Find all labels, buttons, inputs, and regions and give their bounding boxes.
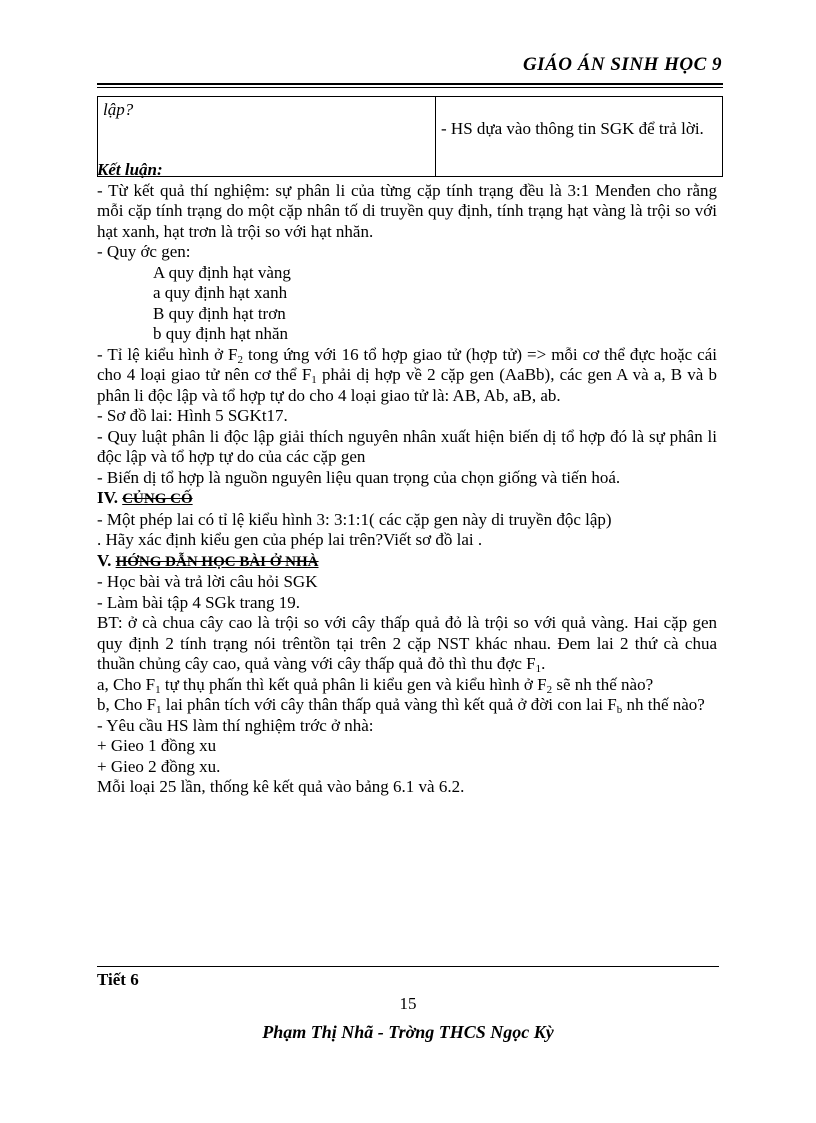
review-p1: - Một phép lai có tỉ lệ kiểu hình 3: 3:1:1( các cặp gen này di truyền độc lập): [97, 509, 612, 529]
homework-p9: Mỗi loại 25 lần, thống kê kết quả vào bảng 6.1 và 6.2.: [97, 777, 465, 796]
conclusion-p2: - Quy ớc gen:: [97, 242, 191, 261]
homework-p4: a, Cho $F_1$ tự thụ phấn thì kết quả phân li kiểu gen và kiểu hình ở $F_2$ sẽ nh thế nào?: [97, 674, 654, 696]
footer-rule: [97, 966, 719, 967]
author-footer: Phạm Thị Nhã - Trờng THCS Ngọc Kỳ: [262, 1022, 554, 1042]
homework-heading: V. HỚNG DẪN HỌC BÀI Ở NHÀ: [97, 550, 319, 570]
homework-p2: - Làm bài tập 4 SGk trang 19.: [97, 592, 301, 612]
conclusion-p6: - Biến dị tổ hợp là nguồn nguyên liệu quan trọng của chọn giống và tiến hoá.: [97, 467, 621, 487]
conclusion-p3: - Tỉ lệ kiểu hình ở $F_2$ tong ứng với 16 tổ hợp giao tử (hợp tử) => mỗi cơ thể đực hoặc cái cho 4 loại giao tử nên cơ thể $F_1$ phải dị hợp về 2 cặp gen (AaBb), các gen A và a, B và b phân li độc lập và tổ hợp tự do cho 4 loại giao tử là: AB, Ab, aB, ab.: [97, 344, 717, 405]
homework-p8: + Gieo 2 đồng xu.: [97, 756, 221, 776]
conclusion-p4: - Sơ đồ lai: Hình 5 SGKt17.: [97, 406, 288, 425]
gene-item: a quy định hạt xanh: [153, 283, 288, 302]
header-title: GIÁO ÁN SINH HỌC 9: [522, 54, 722, 75]
student-cell: - HS dựa vào thông tin SGK để trả lời.: [436, 97, 723, 177]
conclusion-p1: - Từ kết quả thí nghiệm: sự phân li của từng cặp tính trạng đều là 3:1 Menđen cho rằng mỗi cặp tính trạng do một cặp nhân tố di truyền quy định, tính trạng hạt vàng là trội so với hạt xanh, hạt trơn là trội so với hạt nhăn.: [97, 180, 717, 241]
conclusion-heading: Kết luận:: [97, 160, 163, 179]
review-p2: . Hãy xác định kiểu gen của phép lai trên?Viết sơ đồ lai .: [97, 530, 483, 549]
review-heading: IV. CỦNG CỐ: [97, 488, 193, 507]
conclusion-p5: - Quy luật phân li độc lập giải thích nguyên nhân xuất hiện biến dị tổ hợp đó là sự phân li độc lập và tổ hợp tự do của các cặp gen: [97, 426, 717, 466]
homework-p1: - Học bài và trả lời câu hỏi SGK: [97, 572, 318, 591]
homework-p5: b, Cho $F_1$ lai phân tích với cây thân thấp quả vàng thì kết quả ở đời con lai $F_b$ nh thế nào?: [97, 695, 705, 716]
gene-item: b quy định hạt nhăn: [153, 324, 289, 343]
homework-p6: - Yêu cầu HS làm thí nghiệm trớc ở nhà:: [97, 715, 374, 735]
header-rule-thin: [97, 87, 723, 88]
lesson-label: Tiết 6: [97, 970, 139, 989]
teacher-cell: lập?: [98, 97, 436, 177]
gene-item: A quy định hạt vàng: [153, 262, 291, 282]
page-number: 15: [399, 994, 417, 1013]
gene-item: B quy định hạt trơn: [153, 303, 286, 323]
homework-p7: + Gieo 1 đồng xu: [97, 736, 217, 755]
header-rule: [97, 83, 723, 85]
lesson-content: [97, 160, 717, 798]
homework-p3: BT: ở cà chua cây cao là trội so với cây thấp quả đỏ là trội so với quả vàng. Hai cặp gen quy định 2 tính trạng nói trêntồn tại trên 2 cặp NST khác nhau. Đem lai 2 thứ cà chua thuần chủng cây cao, quả vàng với cây thấp quả đỏ thì thu đợc $F_1$.: [97, 613, 717, 675]
